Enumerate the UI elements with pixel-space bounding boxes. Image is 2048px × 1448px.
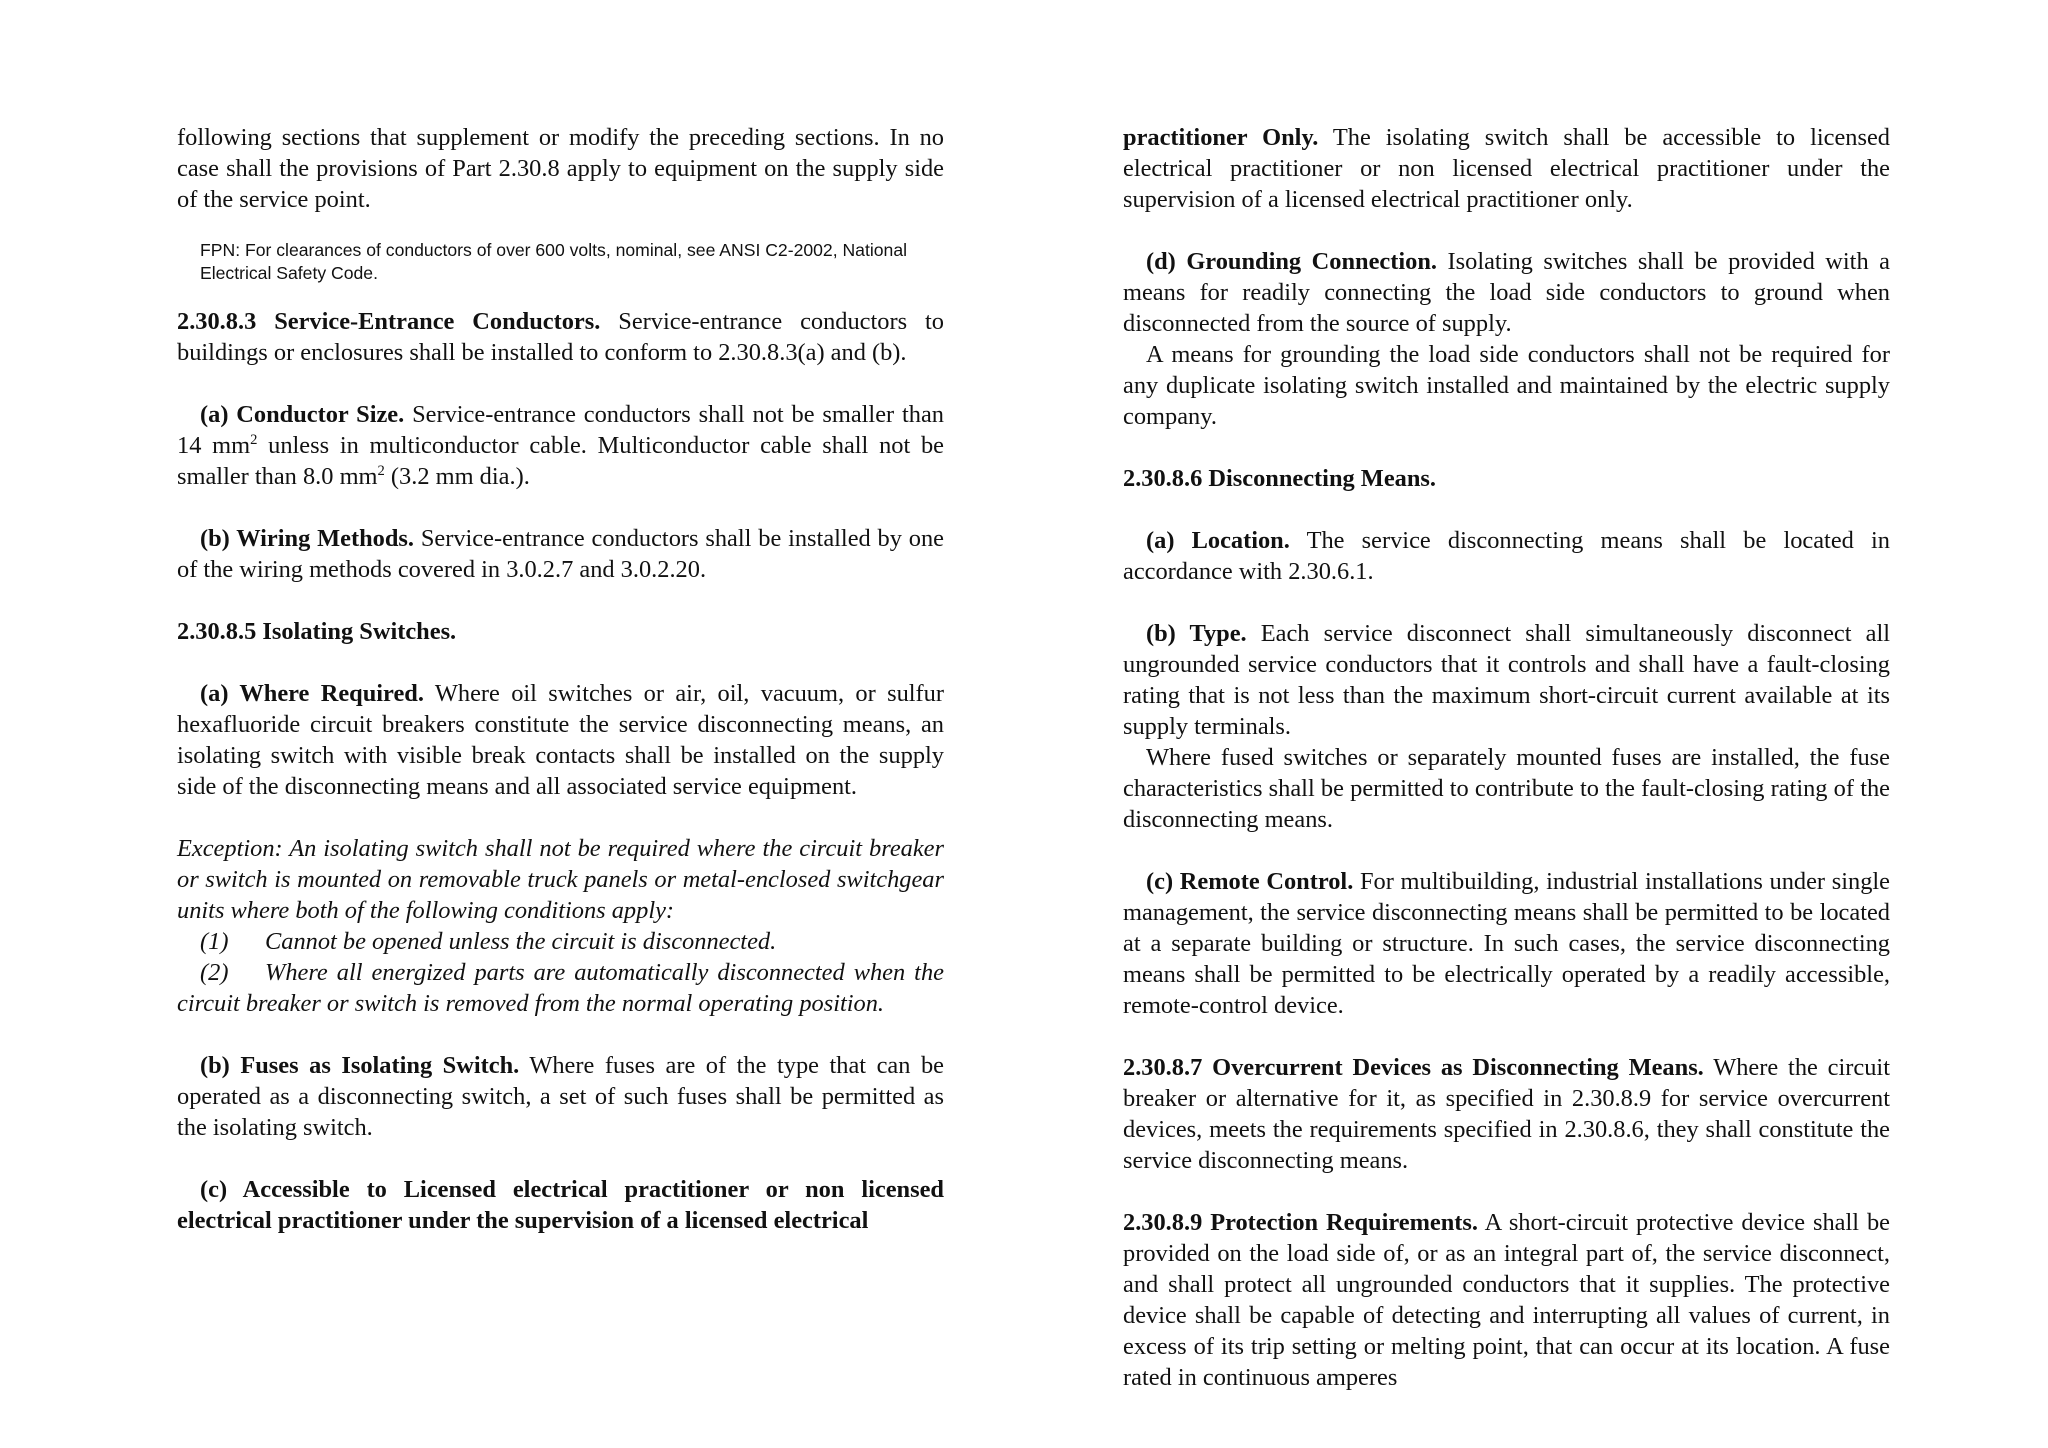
- section-2-30-8-7: 2.30.8.7 Overcurrent Devices as Disconnecting Means. Where the circuit breaker or alternative for it, as specified in 2.30.8.9 for service overcurrent devices, meets the requirements specified in 2.30.8.6, they shall constitute the service disconnecting means.: [1123, 1054, 1890, 1174]
- exception-item-1: (1) Cannot be opened unless the circuit is disconnected.: [200, 928, 777, 955]
- left-column: [177, 122, 944, 1236]
- subsection-heading: (b) Type.: [1146, 620, 1247, 647]
- conductor-size-paragraph: (a) Conductor Size. Service-entrance conductors shall not be smaller than 14 $mm^2$ unless in multiconductor cable. Multiconductor cable shall not be smaller than 8.0 $mm^2$ (3.2 mm dia.).: [177, 401, 944, 490]
- section-heading: 2.30.8.3 Service-Entrance Conductors.: [177, 308, 601, 335]
- subsection-heading: (b) Fuses as Isolating Switch.: [200, 1052, 520, 1079]
- subsection-heading: (b) Wiring Methods.: [200, 525, 414, 552]
- fuses-isolating-paragraph: (b) Fuses as Isolating Switch. Where fuses are of the type that can be operated as a disconnecting switch, a set of such fuses shall be permitted as the isolating switch.: [177, 1052, 944, 1141]
- section-2-30-8-3: [177, 306, 944, 368]
- subsection-heading: practitioner Only.: [1123, 124, 1319, 151]
- section-2-30-8-6-heading: 2.30.8.6 Disconnecting Means.: [1123, 465, 1437, 492]
- subsection-heading: (a) Conductor Size.: [200, 401, 405, 428]
- superscript: 2: [250, 431, 258, 448]
- grounding-connection-paragraph: (d) Grounding Connection. Isolating switches shall be provided with a means for readily connecting the load side conductors to ground when disconnected from the source of supply.: [1123, 248, 1891, 337]
- type-continued-paragraph: Where fused switches or separately mounted fuses are installed, the fuse characteristics shall be permitted to contribute to the fault-closing rating of the disconnecting means.: [1123, 744, 1890, 833]
- section-heading: 2.30.8.9 Protection Requirements.: [1123, 1209, 1479, 1236]
- location-paragraph: (a) Location. The service disconnecting means shall be located in accordance with 2.30.6.1.: [1123, 527, 1890, 585]
- fine-print-note: FPN: For clearances of conductors of over 600 volts, nominal, see ANSI C2-2002, National Electrical Safety Code.: [200, 240, 908, 283]
- intro-paragraph: following sections that supplement or modify the preceding sections. In no case shall the provisions of Part 2.30.8 apply to equipment on the supply side of the service point.: [177, 124, 944, 213]
- section-2-30-8-5-heading: 2.30.8.5 Isolating Switches.: [177, 618, 457, 645]
- exception-paragraph: Exception: An isolating switch shall not be required where the circuit breaker or switch is mounted on removable truck panels or metal-enclosed switchgear units where both of the following conditions apply:: [177, 835, 944, 924]
- type-paragraph: (b) Type. Each service disconnect shall simultaneously disconnect all ungrounded service conductors that it controls and shall have a fault-closing rating that is not less than the maximum short-circuit current available at its supply terminals.: [1123, 620, 1891, 740]
- subsection-heading: (d) Grounding Connection.: [1146, 248, 1437, 275]
- section-heading: 2.30.8.7 Overcurrent Devices as Disconnecting Means.: [1123, 1054, 1704, 1081]
- accessible-continued-paragraph: practitioner Only. The isolating switch shall be accessible to licensed electrical practitioner or non licensed electrical practitioner under the supervision of a licensed electrical practitioner only.: [1123, 124, 1890, 213]
- subsection-heading: (c) Remote Control.: [1146, 868, 1354, 895]
- where-required-paragraph: (a) Where Required. Where oil switches or air, oil, vacuum, or sulfur hexafluoride circuit breakers constitute the service disconnecting means, an isolating switch with visible break contacts shall be installed on the supply side of the disconnecting means and all associated service equipment.: [177, 680, 945, 800]
- right-column: [1123, 122, 1890, 1393]
- section-text: Service-entrance conductors to buildings or enclosures shall be installed to conform to 2.30.8.3(a) and (b).: [177, 308, 944, 366]
- grounding-continued-paragraph: A means for grounding the load side conductors shall not be required for any duplicate isolating switch installed and maintained by the electric supply company.: [1123, 341, 1890, 430]
- accessible-heading: (c) Accessible to Licensed electrical practitioner or non licensed electrical practitioner under the supervision of a licensed electrical: [177, 1176, 944, 1234]
- wiring-methods-paragraph: (b) Wiring Methods. Service-entrance conductors shall be installed by one of the wiring methods covered in 3.0.2.7 and 3.0.2.20.: [177, 525, 944, 583]
- subsection-heading: (a) Where Required.: [200, 680, 424, 707]
- exception-item-2: (2) Where all energized parts are automatically disconnected when the circuit breaker or switch is removed from the normal operating position.: [177, 959, 944, 1017]
- remote-control-paragraph: (c) Remote Control. For multibuilding, industrial installations under single management, the service disconnecting means shall be permitted to be located at a separate building or structure. In such cases, the service disconnecting means shall be permitted to be electrically operated by a readily accessible, remote-control device.: [1123, 868, 1890, 1019]
- superscript: 2: [377, 462, 385, 479]
- subsection-heading: (a) Location.: [1146, 527, 1290, 554]
- section-2-30-8-9: 2.30.8.9 Protection Requirements. A short-circuit protective device shall be provided on the load side of, or as an integral part of, the service disconnect, and shall protect all ungrounded conductors that it supplies. The protective device shall be capable of detecting and interrupting all values of current, in excess of its trip setting or melting point, that can occur at its location. A fuse rated in continuous amperes: [1123, 1209, 1890, 1391]
